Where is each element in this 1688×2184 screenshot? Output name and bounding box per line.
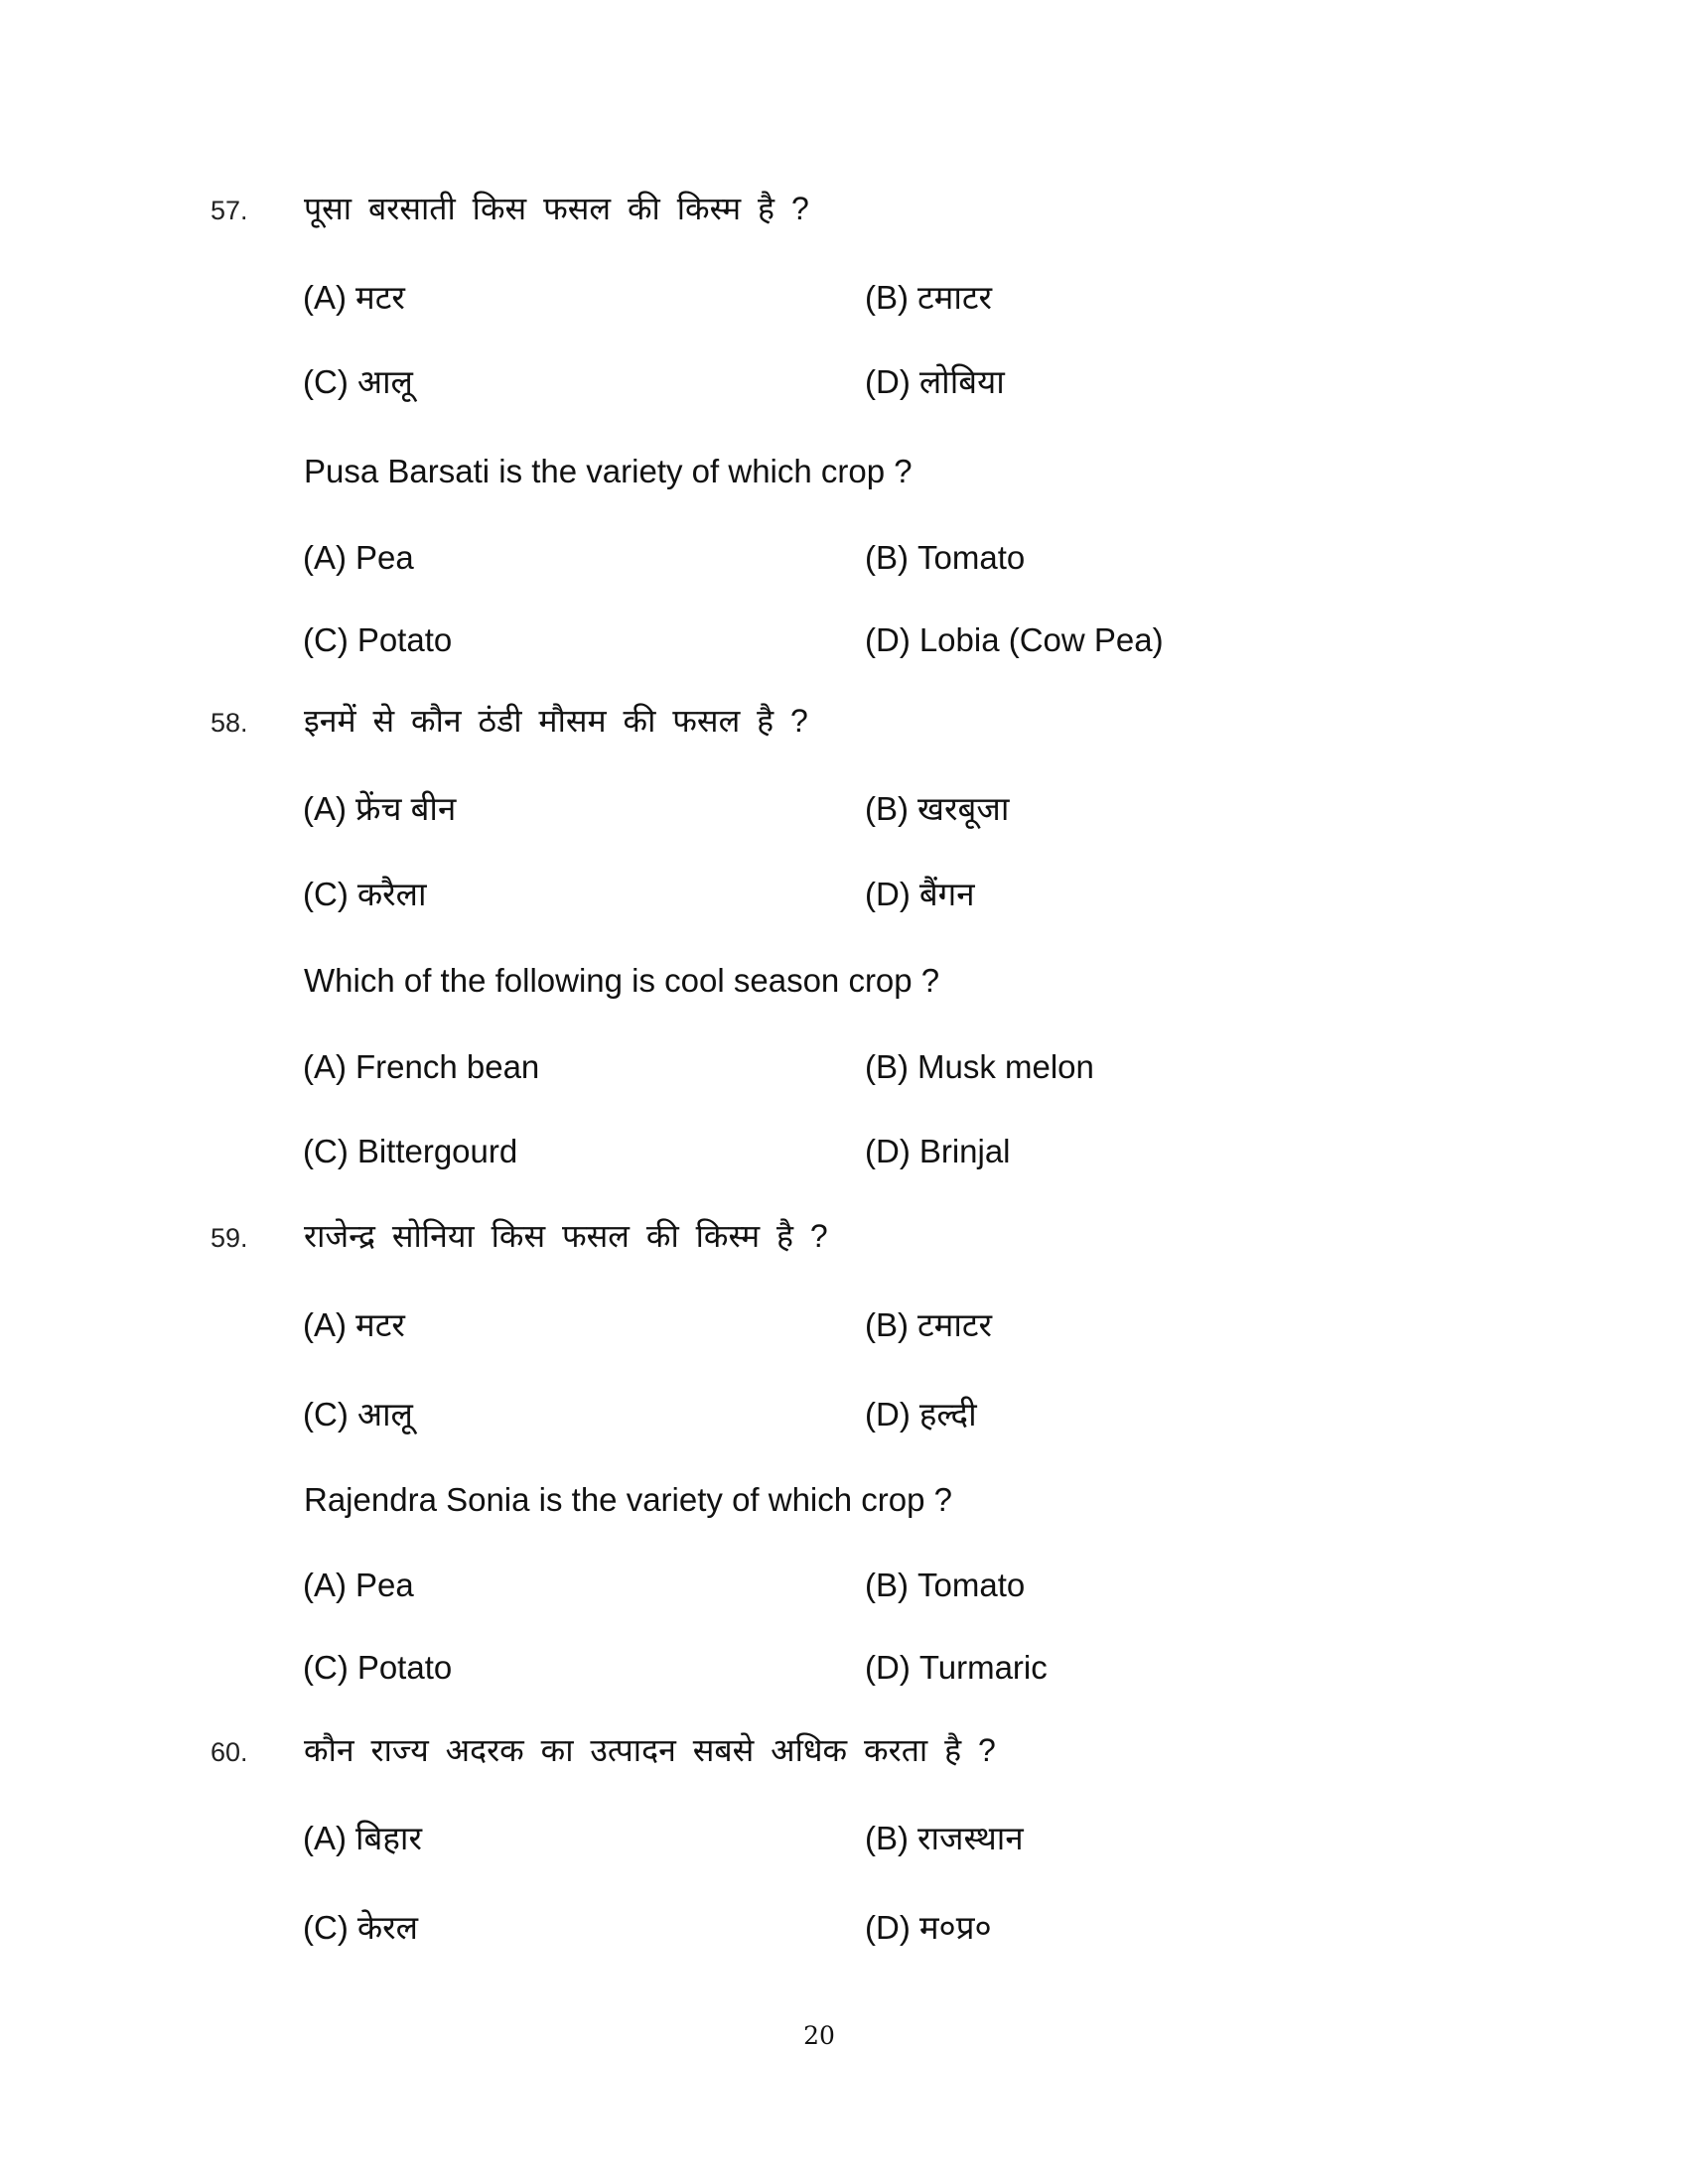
option-d-english xyxy=(865,1132,1011,1171)
option-b-hindi xyxy=(865,278,992,318)
option-a-english xyxy=(303,1047,539,1087)
option-a-english xyxy=(303,538,414,578)
option-d-hindi xyxy=(865,1395,977,1434)
option-text: Turmaric xyxy=(918,1649,1048,1686)
option-d-english xyxy=(865,1648,1048,1688)
option-d-hindi xyxy=(865,1908,992,1948)
question-text-hindi: कौन राज्य अदरक का उत्पादन सबसे अधिक करता है ? xyxy=(304,1732,996,1768)
option-text: हल्दी xyxy=(918,1396,977,1433)
option-text: Pea xyxy=(355,1567,414,1603)
question-text-english: Rajendra Sonia is the variety of which crop ? xyxy=(304,1481,953,1518)
option-label: (C) xyxy=(303,1909,349,1946)
option-c-english xyxy=(303,620,452,660)
option-label: (A) xyxy=(303,539,347,576)
option-label: (C) xyxy=(303,363,349,400)
option-c-hindi xyxy=(303,875,427,914)
option-label: (A) xyxy=(303,1567,347,1603)
option-c-english xyxy=(303,1132,517,1171)
option-label: (A) xyxy=(303,1048,347,1085)
option-text: Potato xyxy=(356,621,453,658)
question-number: 59. xyxy=(211,1223,248,1253)
question-text-english: Which of the following is cool season crop ? xyxy=(304,962,940,999)
option-text: Bittergourd xyxy=(356,1133,518,1169)
option-c-hindi xyxy=(303,1908,418,1948)
option-label: (B) xyxy=(865,790,909,827)
option-label: (D) xyxy=(865,1649,911,1686)
option-text: केरल xyxy=(356,1909,419,1946)
option-label: (B) xyxy=(865,1820,909,1856)
option-c-hindi xyxy=(303,362,413,402)
option-text: बैंगन xyxy=(918,876,975,912)
option-text: राजस्थान xyxy=(917,1820,1024,1856)
question-text-hindi: पूसा बरसाती किस फसल की किस्म है ? xyxy=(304,191,809,226)
option-text: आलू xyxy=(356,363,413,400)
option-label: (D) xyxy=(865,1909,911,1946)
question-number: 60. xyxy=(211,1737,248,1767)
option-a-hindi xyxy=(303,278,405,318)
option-label: (A) xyxy=(303,790,347,827)
option-d-hindi xyxy=(865,362,1005,402)
option-b-hindi xyxy=(865,1305,992,1345)
option-text: टमाटर xyxy=(917,1306,993,1343)
question-number: 58. xyxy=(211,708,248,738)
option-label: (D) xyxy=(865,621,911,658)
option-b-english xyxy=(865,1047,1094,1087)
option-label: (B) xyxy=(865,1567,909,1603)
option-a-hindi xyxy=(303,1305,405,1345)
option-label: (C) xyxy=(303,1396,349,1433)
option-text: मटर xyxy=(355,279,405,316)
option-label: (C) xyxy=(303,1649,349,1686)
option-text: आलू xyxy=(356,1396,413,1433)
option-text: टमाटर xyxy=(917,279,993,316)
option-label: (A) xyxy=(303,279,347,316)
option-text: Tomato xyxy=(917,539,1026,576)
option-label: (C) xyxy=(303,876,349,912)
option-label: (D) xyxy=(865,1396,911,1433)
option-a-english xyxy=(303,1566,414,1605)
option-text: खरबूजा xyxy=(917,790,1010,827)
option-text: बिहार xyxy=(355,1820,422,1856)
option-b-english xyxy=(865,538,1025,578)
option-b-english xyxy=(865,1566,1025,1605)
option-b-hindi xyxy=(865,789,1009,829)
option-text: फ्रेंच बीन xyxy=(355,790,457,827)
option-label: (B) xyxy=(865,1048,909,1085)
option-d-english xyxy=(865,620,1164,660)
option-text: Lobia (Cow Pea) xyxy=(918,621,1164,658)
option-text: Musk melon xyxy=(917,1048,1094,1085)
option-label: (B) xyxy=(865,1306,909,1343)
option-label: (D) xyxy=(865,876,911,912)
option-text: करैला xyxy=(356,876,427,912)
question-number: 57. xyxy=(211,196,248,225)
option-label: (B) xyxy=(865,539,909,576)
option-label: (A) xyxy=(303,1306,347,1343)
option-label: (D) xyxy=(865,363,911,400)
option-label: (A) xyxy=(303,1820,347,1856)
option-text: Pea xyxy=(355,539,414,576)
option-text: Brinjal xyxy=(918,1133,1011,1169)
option-c-hindi xyxy=(303,1395,413,1434)
option-c-english xyxy=(303,1648,452,1688)
option-a-hindi xyxy=(303,1819,422,1858)
page-number: 20 xyxy=(803,2021,835,2050)
option-text: Tomato xyxy=(917,1567,1026,1603)
option-label: (C) xyxy=(303,621,349,658)
option-text: मटर xyxy=(355,1306,405,1343)
option-text: लोबिया xyxy=(918,363,1005,400)
option-a-hindi xyxy=(303,789,456,829)
question-text-hindi: इनमें से कौन ठंडी मौसम की फसल है ? xyxy=(304,703,808,739)
question-text-english: Pusa Barsati is the variety of which crop ? xyxy=(304,453,913,489)
option-label: (D) xyxy=(865,1133,911,1169)
question-text-hindi: राजेन्द्र सोनिया किस फसल की किस्म है ? xyxy=(304,1218,828,1254)
option-d-hindi xyxy=(865,875,975,914)
option-b-hindi xyxy=(865,1819,1024,1858)
option-label: (B) xyxy=(865,279,909,316)
option-text: म०प्र० xyxy=(918,1909,992,1946)
option-label: (C) xyxy=(303,1133,349,1169)
option-text: French bean xyxy=(355,1048,540,1085)
option-text: Potato xyxy=(356,1649,453,1686)
